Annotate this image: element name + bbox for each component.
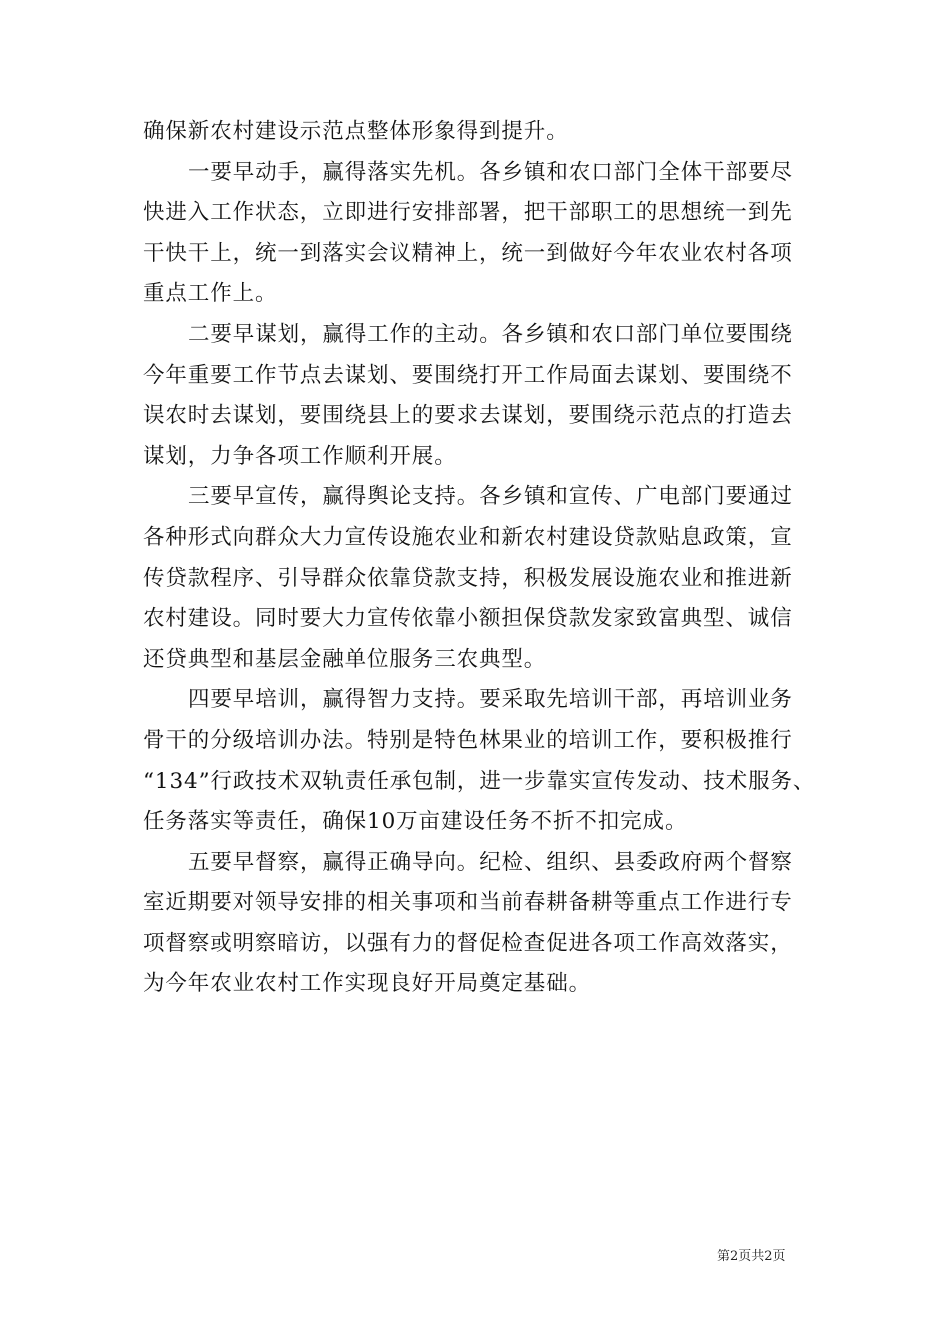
text-line: 二要早谋划，赢得工作的主动。各乡镇和农口部门单位要围绕 <box>188 321 793 347</box>
page-number-footer: 第2页共2页 <box>717 1249 786 1264</box>
text-line: 传贷款程序、引导群众依靠贷款支持，积极发展设施农业和推进新 <box>143 565 793 591</box>
text-line: 重点工作上。 <box>143 281 278 307</box>
paragraph-early-supervision <box>143 843 823 1005</box>
text-line: 四要早培训，赢得智力支持。要采取先培训干部，再培训业务 <box>188 687 793 713</box>
paragraph-continuation <box>143 112 823 153</box>
text-line: 各种形式向群众大力宣传设施农业和新农村建设贷款贴息政策，宣 <box>143 524 793 550</box>
text-line: 一要早动手，赢得落实先机。各乡镇和农口部门全体干部要尽 <box>188 159 793 185</box>
document-body <box>143 112 823 1005</box>
text-line: 项督察或明察暗访，以强有力的督促检查促进各项工作高效落实， <box>143 930 793 956</box>
text-line: 谋划，力争各项工作顺利开展。 <box>143 443 457 469</box>
text-line: 确保新农村建设示范点整体形象得到提升。 <box>143 119 569 144</box>
text-line: 三要早宣传，赢得舆论支持。各乡镇和宣传、广电部门要通过 <box>188 484 793 510</box>
text-line: 干快干上，统一到落实会议精神上，统一到做好今年农业农村各项 <box>143 240 793 266</box>
text-line: 为今年农业农村工作实现良好开局奠定基础。 <box>143 971 592 997</box>
text-line: 室近期要对领导安排的相关事项和当前春耕备耕等重点工作进行专 <box>143 890 793 916</box>
text-line: 农村建设。同时要大力宣传依靠小额担保贷款发家致富典型、诚信 <box>143 606 793 632</box>
paragraph-early-planning <box>143 315 823 477</box>
paragraph-early-publicity <box>143 477 823 680</box>
paragraph-early-start <box>143 153 823 315</box>
text-line: 快进入工作状态，立即进行安排部署，把干部职工的思想统一到先 <box>143 200 793 226</box>
text-line: 骨干的分级培训办法。特别是特色林果业的培训工作，要积极推行 <box>143 727 793 753</box>
text-line: 任务落实等责任，确保10万亩建设任务不折不扣完成。 <box>143 809 688 835</box>
text-line: 误农时去谋划，要围绕县上的要求去谋划，要围绕示范点的打造去 <box>143 403 793 429</box>
paragraph-early-training <box>143 680 823 842</box>
text-line: 今年重要工作节点去谋划、要围绕打开工作局面去谋划、要围绕不 <box>143 362 793 388</box>
text-line: “134”行政技术双轨责任承包制，进一步靠实宣传发动、技术服务、 <box>143 768 816 794</box>
text-line: 还贷典型和基层金融单位服务三农典型。 <box>143 646 547 672</box>
text-line: 五要早督察，赢得正确导向。纪检、组织、县委政府两个督察 <box>188 849 793 875</box>
